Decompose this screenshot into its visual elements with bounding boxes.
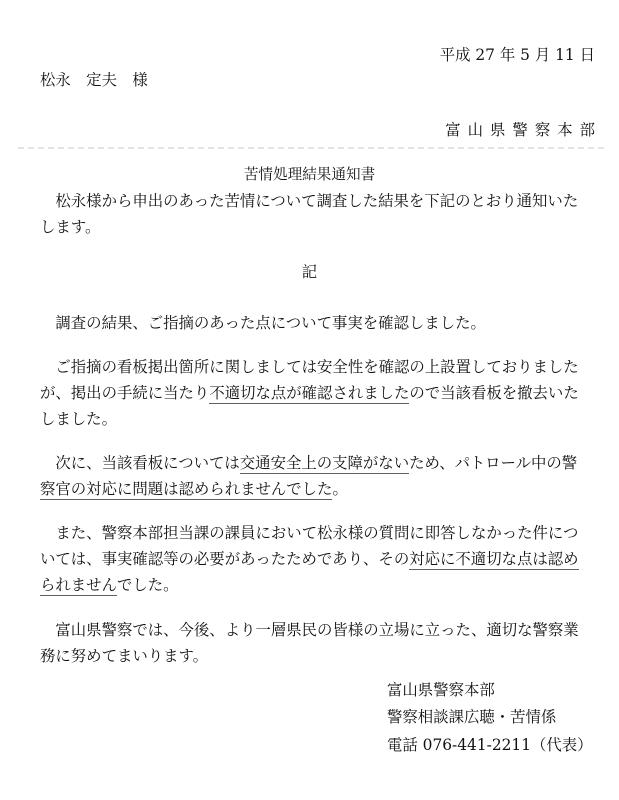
paragraph-5-line — [40, 647, 208, 665]
signature-section: 警察相談課広聴・苦情係 — [387, 708, 557, 726]
paragraph-2-line — [40, 384, 579, 402]
text-segment: 富山県警察では、今後、より一層県民の皆様の立場に立った、適切な警察業 — [40, 621, 579, 639]
ki-heading: 記 — [301, 263, 318, 281]
text-segment: また、警察本部担当課の課員において松永様の質問に即答しなかった件につ — [40, 524, 579, 542]
text-segment: いては、事実確認等の必要があったためであり、その — [40, 550, 410, 568]
text-segment: 。 — [332, 480, 348, 498]
paragraph-2-line — [40, 358, 579, 376]
text-segment: でした。 — [116, 576, 179, 594]
sender-organization: 富山県警察本部 — [445, 121, 602, 139]
document-date: 平成 27 年 5 月 11 日 — [439, 46, 595, 64]
paragraph-1-line — [40, 314, 486, 332]
signature-phone: 電話 076-441-2211（代表） — [387, 736, 593, 754]
paragraph-4-line — [40, 550, 579, 568]
paragraph-2-line — [40, 410, 117, 428]
signature-organization: 富山県警察本部 — [387, 681, 495, 699]
text-segment: 務に努めてまいります。 — [40, 647, 209, 665]
paragraph-4-line — [40, 524, 578, 542]
scan-artifact-line — [18, 147, 604, 149]
underlined-text: 対応に不適切な点は認め — [409, 550, 579, 568]
underlined-text: 交通安全上の支障がない — [239, 454, 410, 472]
paragraph-3-line — [40, 480, 348, 498]
paragraph-5-line — [40, 621, 579, 639]
paragraph-3-line — [40, 454, 577, 472]
text-segment: が、掲出の手続に当たり — [40, 384, 210, 402]
underlined-text: 察官の対応に問題は認められませんでした — [40, 480, 333, 498]
text-segment: ご指摘の看板掲出箇所に関しましては安全性を確認の上設置しておりました — [40, 358, 579, 376]
text-segment: ので当該看板を撤去いた — [409, 384, 579, 402]
intro-line: 松永様から申出のあった苦情について調査した結果を下記のとおり通知いた — [40, 192, 579, 210]
intro-line: します。 — [40, 218, 101, 236]
paragraph-4-line — [40, 576, 179, 594]
text-segment: ため、パトロール中の警 — [409, 454, 578, 472]
text-segment: 調査の結果、ご指摘のあった点について事実を確認しました。 — [40, 314, 486, 332]
addressee: 松永 定夫 様 — [40, 71, 148, 89]
document-title: 苦情処理結果通知書 — [243, 166, 376, 183]
underlined-text: 不適切な点が確認されました — [209, 384, 410, 402]
underlined-text: られません — [40, 576, 117, 594]
text-segment: 次に、当該看板については — [40, 454, 240, 472]
text-segment: しました。 — [40, 410, 117, 428]
